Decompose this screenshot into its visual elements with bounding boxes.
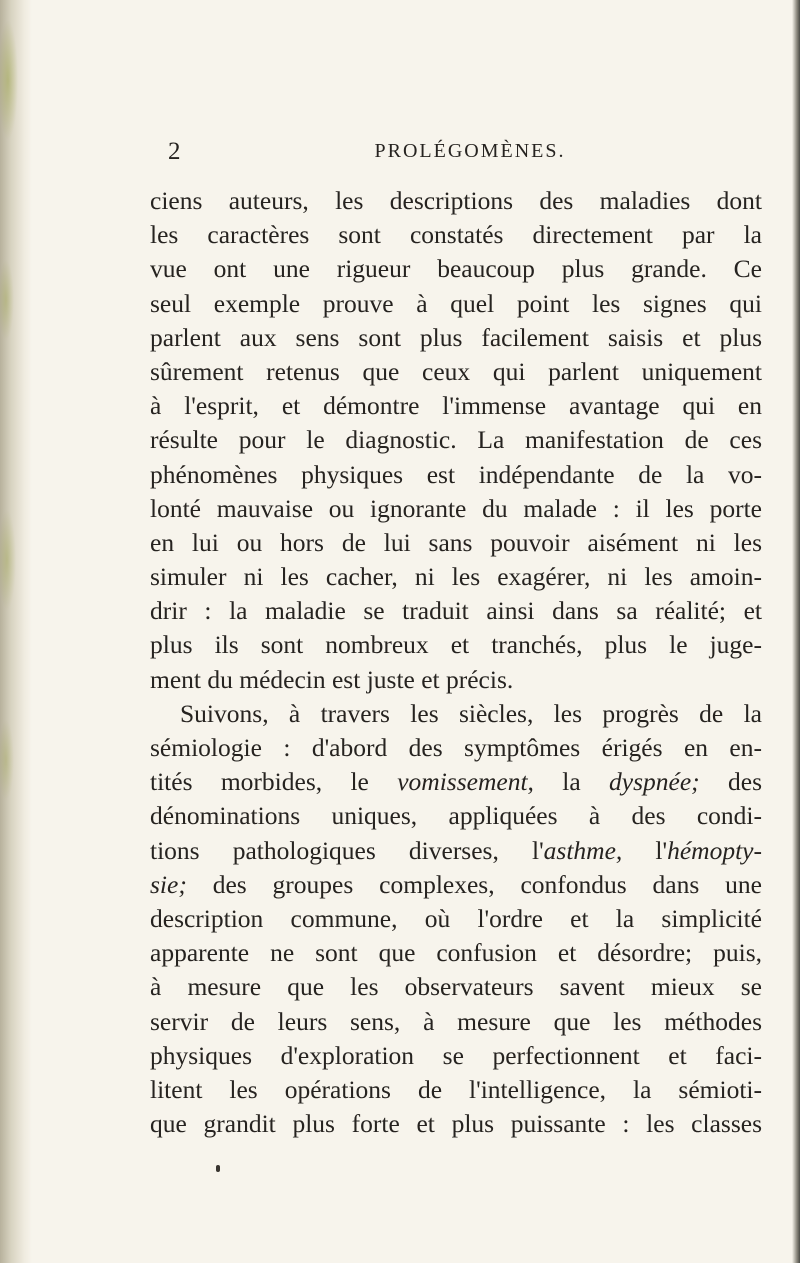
text-line: sûrement retenus que ceux qui parlent uniquement: [150, 356, 762, 386]
text-run: tions pathologiques diverses, l': [150, 835, 544, 865]
text-line: plus ils sont nombreux et tranchés, plus le juge-: [150, 630, 762, 660]
ink-speck: [216, 1165, 220, 1172]
text-line: seul exemple prouve à quel point les signes qui: [150, 288, 762, 318]
text-run: des: [699, 767, 762, 797]
text-line: lonté mauvaise ou ignorante du malade : il les porte: [150, 493, 762, 523]
italic-term: hémopty-: [667, 835, 762, 865]
text-line: parlent aux sens sont plus facilement saisis et plus: [150, 322, 762, 352]
text-line: phénomènes physiques est indépendante de la vo-: [150, 459, 762, 489]
italic-term: sie;: [150, 869, 187, 899]
page-stain: [0, 0, 18, 1263]
text-line: apparente ne sont que confusion et désordre; puis,: [150, 938, 762, 968]
text-line: sémiologie : d'abord des symptômes érigés en en-: [150, 733, 762, 762]
running-title: PROLÉGOMÈNES.: [374, 140, 566, 162]
text-line: drir : la maladie se traduit ainsi dans sa réalité; et: [150, 596, 762, 626]
text-line: que grandit plus forte et plus puissante : les classes: [150, 1109, 762, 1139]
text-line: résulte pour le diagnostic. La manifestation de ces: [150, 425, 762, 455]
body-text: [150, 184, 762, 1141]
text-run: la: [533, 767, 610, 797]
page-right-edge: [792, 0, 800, 1263]
italic-term: asthme,: [543, 835, 623, 865]
text-line: à l'esprit, et démontre l'immense avantage qui en: [150, 391, 762, 421]
running-head: [168, 138, 752, 172]
text-line: description commune, où l'ordre et la simplicité: [150, 903, 762, 933]
text-run: des groupes complexes, confondus dans une: [186, 869, 762, 899]
text-line: à mesure que les observateurs savent mieux se: [150, 972, 762, 1002]
text-line: vue ont une rigueur beaucoup plus grande. Ce: [150, 254, 762, 284]
text-line: ment du médecin est juste et précis.: [150, 664, 514, 694]
text-line-with-italics: [150, 868, 762, 902]
text-run: tités morbides, le: [150, 767, 398, 797]
text-line: les caractères sont constatés directement par la: [150, 220, 762, 250]
text-line-paragraph-start: Suivons, à travers les siècles, les progrès de la: [180, 698, 762, 728]
text-line: dénominations uniques, appliquées à des condi-: [150, 801, 762, 831]
text-line: physiques d'exploration se perfectionnent et faci-: [150, 1040, 762, 1070]
text-line: simuler ni les cacher, ni les exagérer, ni les amoin-: [150, 562, 762, 592]
text-line: en lui ou hors de lui sans pouvoir aisément ni les: [150, 527, 762, 557]
text-line-with-italics: [150, 765, 762, 799]
text-line: litent les opérations de l'intelligence, la sémioti-: [150, 1074, 762, 1104]
text-line-with-italics: [150, 834, 762, 868]
text-line: ciens auteurs, les descriptions des maladies dont: [150, 186, 762, 215]
page-number: 2: [168, 138, 182, 165]
italic-term: dyspnée;: [609, 767, 700, 797]
text-line: servir de leurs sens, à mesure que les méthodes: [150, 1006, 762, 1036]
text-run: l': [622, 835, 668, 865]
italic-term: vomissement,: [397, 767, 534, 797]
